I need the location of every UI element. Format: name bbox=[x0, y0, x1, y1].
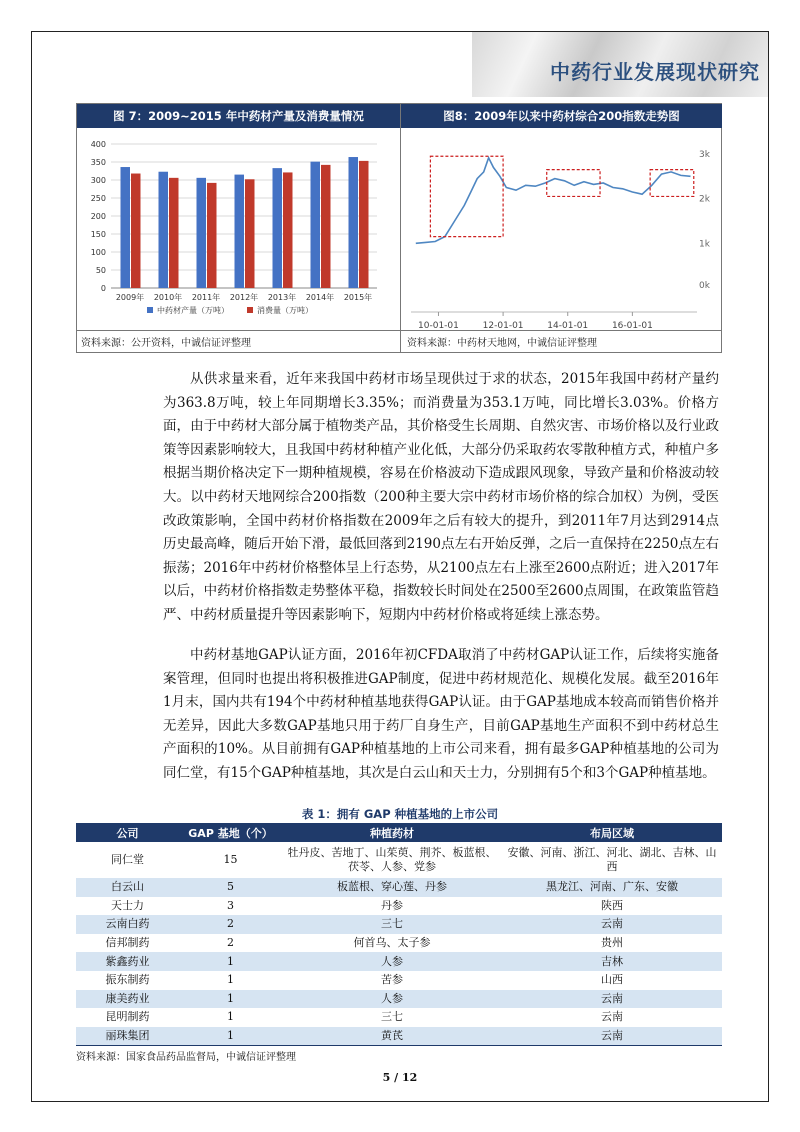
table-cell: 三七 bbox=[282, 915, 502, 934]
table-cell: 2 bbox=[227, 936, 234, 950]
table-cell: 人参 bbox=[282, 990, 502, 1009]
bar bbox=[235, 175, 245, 288]
figure7-source: 资料来源：公开资料，中诚信证评整理 bbox=[81, 338, 251, 349]
gap-table bbox=[76, 823, 722, 1046]
x-tick-label: 2015年 bbox=[343, 293, 373, 302]
bar bbox=[321, 165, 331, 288]
table-row bbox=[76, 878, 722, 897]
table-cell: 黑龙江、河南、广东、安徽 bbox=[502, 878, 722, 897]
x-tick-label: 10-01-01 bbox=[418, 321, 459, 330]
table-cell: 三七 bbox=[381, 1010, 403, 1024]
index-line bbox=[416, 158, 691, 244]
bar bbox=[245, 179, 255, 288]
table-header: GAP 基地（个） bbox=[179, 823, 282, 842]
page-number: 5 / 12 bbox=[382, 1071, 418, 1084]
x-tick-label: 12-01-01 bbox=[482, 321, 524, 330]
figure-box bbox=[76, 103, 722, 353]
table-cell: 昆明制药 bbox=[105, 1010, 150, 1024]
legend-swatch bbox=[247, 307, 253, 313]
table-header: 布局区域 bbox=[502, 823, 722, 842]
table-cell: 15 bbox=[223, 853, 238, 866]
table-row bbox=[76, 1027, 722, 1046]
bar bbox=[197, 178, 207, 288]
table-cell: 天士力 bbox=[111, 898, 144, 912]
bar bbox=[273, 168, 283, 288]
table-cell: 白云山 bbox=[76, 878, 179, 897]
table-title: 表 1：拥有 GAP 种植基地的上市公司 bbox=[301, 807, 499, 821]
table-source: 资料来源：国家食品药品监督局，中诚信证评整理 bbox=[76, 1052, 296, 1063]
y-tick-label: 350 bbox=[90, 158, 106, 167]
table-row bbox=[76, 990, 722, 1009]
x-tick-label: 2014年 bbox=[305, 293, 335, 302]
paragraph-supply-demand: 从供求量来看，近年来我国中药材市场呈现供过于求的状态，2015年我国中药材产量约为363.8万吨，较上年同期增长3.35%；而消费量为353.1万吨，同比增长3.03%。价格方面，由于中药材大部分属于植物类产品，其价格受生长周期、自然灾害、市场价格以及行业政策等因素影响较大，且我国中药材种植产业化低，大部分仍采取药农零散种植方式，种植户多根据当期价格决定下一期种植规模，容易在价格波动下造成跟风现象，导致产量和价格波动较大。以中药材天地网综合200指数（200种主要大宗中药材市场价格的综合加权）为例，受医改政策影响，全国中药材价格指数在2009年之后有较大的提升，到2011年7月达到2914点历史最高峰，随后开始下滑，最低回落到2190点左右开始反弹，之后一直保持在2250点左右振荡；2016年中药材价格整体呈上行态势，从2100点左右上涨至2600点附近；进入2017年以后，中药材价格指数走势整体平稳，指数较长时间处在2500至2600点周围，在政策监管趋严、中药材质量提升等因素影响下，短期内中药材价格或将延续上涨态势。 bbox=[163, 371, 719, 623]
bar bbox=[169, 178, 179, 288]
table-cell: 1 bbox=[179, 1027, 282, 1046]
highlight-box bbox=[430, 156, 503, 236]
y-tick-label: 50 bbox=[95, 266, 106, 275]
table-cell: 丽珠集团 bbox=[76, 1027, 179, 1046]
y-tick-label: 2k bbox=[699, 194, 710, 205]
table-cell: 黄芪 bbox=[282, 1027, 502, 1046]
x-tick-label: 16-01-01 bbox=[611, 321, 653, 330]
table-row bbox=[76, 1008, 722, 1027]
header-title: 中药行业发展现状研究 bbox=[550, 60, 760, 84]
bar bbox=[131, 174, 141, 288]
y-tick-label: 0k bbox=[699, 281, 710, 291]
x-tick-label: 2012年 bbox=[229, 293, 259, 302]
table-cell: 同仁堂 bbox=[111, 853, 144, 866]
table-cell: 云南白药 bbox=[76, 915, 179, 934]
bar bbox=[311, 162, 321, 288]
table-row bbox=[76, 971, 722, 990]
table-cell: 3 bbox=[227, 898, 234, 912]
figure-source-divider bbox=[77, 330, 721, 331]
table-header-row bbox=[76, 823, 722, 842]
legend-swatch bbox=[147, 307, 153, 313]
table-cell: 苦参 bbox=[381, 973, 403, 987]
table-cell: 信邦制药 bbox=[105, 936, 150, 950]
figure8-title: 图8：2009年以来中药材综合200指数走势图 bbox=[401, 104, 722, 128]
line-chart bbox=[401, 128, 722, 330]
figure7-title: 图 7：2009~2015 年中药材产量及消费量情况 bbox=[77, 104, 400, 128]
table-cell: 云南 bbox=[502, 990, 722, 1009]
table-cell: 1 bbox=[227, 973, 234, 987]
table-cell: 紫鑫药业 bbox=[76, 952, 179, 971]
legend-label: 消费量（万吨） bbox=[257, 306, 313, 315]
bar-chart bbox=[77, 128, 400, 330]
table-row bbox=[76, 842, 722, 878]
figure8-source: 资料来源：中药材天地网，中诚信证评整理 bbox=[407, 338, 597, 349]
x-tick-label: 2009年 bbox=[115, 293, 145, 302]
table-cell: 陕西 bbox=[601, 898, 623, 912]
table-header: 公司 bbox=[76, 823, 179, 842]
table-cell: 5 bbox=[179, 878, 282, 897]
table-cell: 振东制药 bbox=[105, 973, 150, 987]
table-cell: 何首乌、太子参 bbox=[353, 936, 431, 950]
highlight-box bbox=[650, 170, 694, 197]
table-cell: 2 bbox=[179, 915, 282, 934]
bar bbox=[349, 157, 359, 288]
table-cell: 康美药业 bbox=[76, 990, 179, 1009]
table-cell: 云南 bbox=[601, 1010, 623, 1024]
bar bbox=[121, 167, 131, 288]
table-cell: 云南 bbox=[502, 915, 722, 934]
table-cell: 云南 bbox=[502, 1027, 722, 1046]
table-cell: 丹参 bbox=[381, 898, 403, 912]
table-cell: 人参 bbox=[282, 952, 502, 971]
table-cell: 板蓝根、穿心莲、丹参 bbox=[282, 878, 502, 897]
bar bbox=[207, 183, 217, 288]
table-cell: 1 bbox=[179, 952, 282, 971]
table-row bbox=[76, 915, 722, 934]
bar bbox=[283, 172, 293, 288]
table-cell: 牡丹皮、苦地丁、山茱萸、荆芥、板蓝根、茯苓、人参、党参 bbox=[287, 846, 497, 873]
x-tick-label: 2011年 bbox=[191, 293, 221, 302]
table-row bbox=[76, 952, 722, 971]
legend-label: 中药材产量（万吨） bbox=[157, 306, 229, 315]
y-tick-label: 0 bbox=[100, 284, 106, 293]
bar bbox=[159, 172, 169, 288]
table-row bbox=[76, 934, 722, 953]
table-cell: 山西 bbox=[601, 973, 623, 987]
table-header: 种植药材 bbox=[282, 823, 502, 842]
table-cell: 贵州 bbox=[601, 936, 623, 950]
y-tick-label: 3k bbox=[699, 150, 710, 160]
paragraph-gap: 中药材基地GAP认证方面，2016年初CFDA取消了中药材GAP认证工作，后续将实施备案管理，但同时也提出将积极推进GAP制度，促进中药材规范化、规模化发展。截至2016年1月末，国内共有194个中药材种植基地获得GAP认证。由于GAP基地成本较高而销售价格并无差异，因此大多数GAP基地只用于药厂自身生产，目前GAP基地生产面积不到中药材总生产面积的10%。从目前拥有GAP种植基地的上市公司来看，拥有最多GAP种植基地的公司为同仁堂，有15个GAP种植基地，其次是白云山和天士力，分别拥有5个和3个GAP种植基地。 bbox=[163, 647, 719, 781]
table-row bbox=[76, 897, 722, 916]
y-tick-label: 400 bbox=[90, 140, 106, 149]
y-tick-label: 300 bbox=[90, 176, 106, 185]
table-cell: 吉林 bbox=[502, 952, 722, 971]
table-cell: 1 bbox=[227, 1010, 234, 1024]
highlight-box bbox=[547, 170, 600, 197]
table-cell: 1 bbox=[179, 990, 282, 1009]
y-tick-label: 1k bbox=[699, 239, 710, 250]
x-tick-label: 2013年 bbox=[267, 293, 297, 302]
bar bbox=[359, 161, 369, 288]
y-tick-label: 200 bbox=[90, 212, 106, 221]
y-tick-label: 250 bbox=[90, 194, 106, 203]
y-tick-label: 150 bbox=[90, 230, 106, 239]
y-tick-label: 100 bbox=[90, 248, 106, 257]
table-cell: 安徽、河南、浙江、河北、湖北、吉林、山西 bbox=[507, 846, 717, 873]
x-tick-label: 2010年 bbox=[153, 293, 183, 302]
x-tick-label: 14-01-01 bbox=[547, 321, 589, 330]
